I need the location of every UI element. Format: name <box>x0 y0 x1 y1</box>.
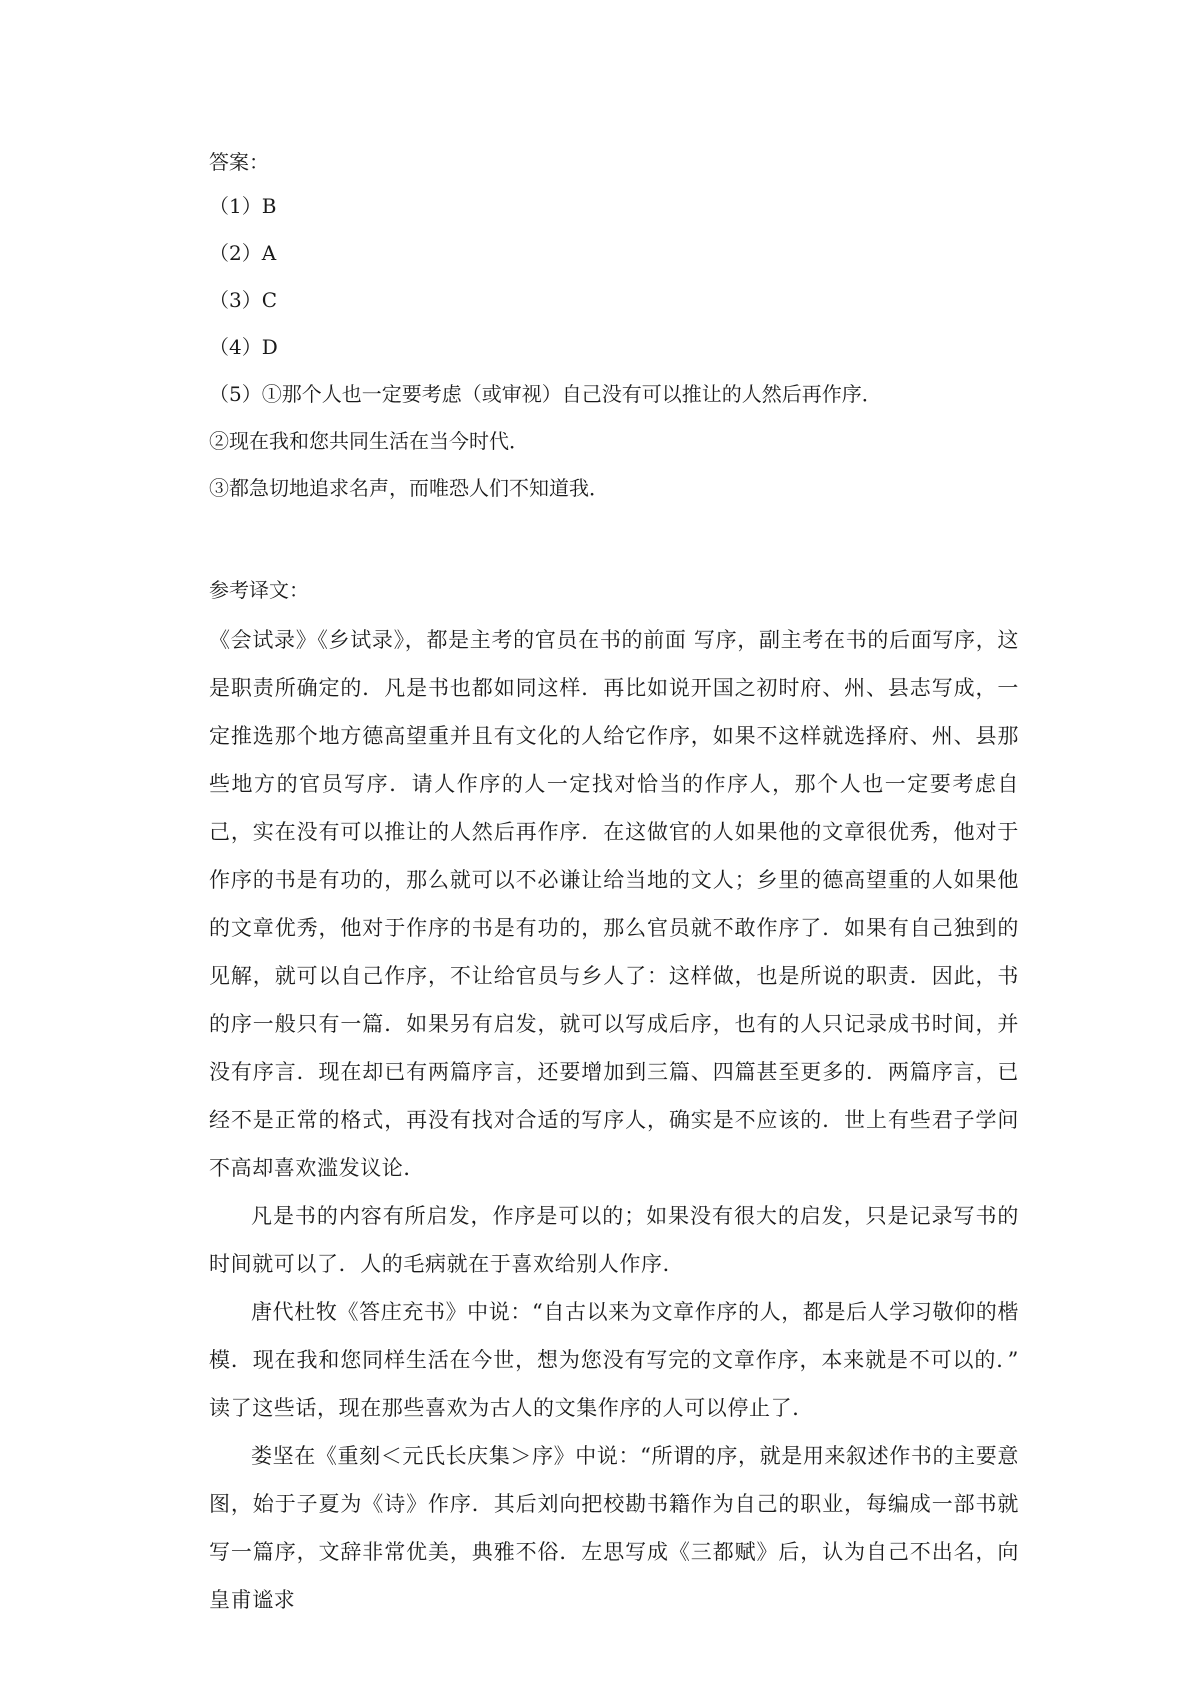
answer-item: ③都急切地追求名声，而唯恐人们不知道我． <box>209 476 609 500</box>
translation-paragraph: 娄坚在《重刻＜元氏长庆集＞序》中说：“所谓的序，就是用来叙述作书的主要意图，始于子夏为《诗》作序．其后刘向把校勘书籍作为自己的职业，每编成一部书就写一篇序，文辞非常优美，典雅不俗．左思写成《三都赋》后，认为自己不出名，向皇甫谧求 <box>209 1444 1019 1612</box>
translation-paragraph: 《会试录》《乡试录》，都是主考的官员在书的前面 写序，副主考在书的后面写序，这是职责所确定的．凡是书也都如同这样．再比如说开国之初时府、州、县志写成，一定推选那个地方德高望重并且有文化的人给它作序，如果不这样就选择府、州、县那些地方的官员写序．请人作序的人一定找对恰当的作序人，那个人也一定要考虑自己，实在没有可以推让的人然后再作序．在这做官的人如果他的文章很优秀，他对于作序的书是有功的，那么就可以不必谦让给当地的文人；乡里的德高望重的人如果他的文章优秀，他对于作序的书是有功的，那么官员就不敢作序了．如果有自己独到的见解，就可以自己作序，不让给官员与乡人了：这样做，也是所说的职责．因此，书的序一般只有一篇．如果另有启发，就可以写成后序，也有的人只记录成书时间，并没有序言．现在却已有两篇序言，还要增加到三篇、四篇甚至更多的．两篇序言，已经不是正常的格式，再没有找对合适的写序人，确实是不应该的．世上有些君子学问不高却喜欢滥发议论． <box>209 628 1019 1180</box>
answer-item: （1）B <box>209 194 277 218</box>
answers-heading: 答案： <box>209 150 269 174</box>
answer-item: （2）A <box>209 241 277 265</box>
translation-paragraph: 唐代杜牧《答庄充书》中说：“自古以来为文章作序的人，都是后人学习敬仰的楷模．现在我和您同样生活在今世，想为您没有写完的文章作序，本来就是不可以的．” 读了这些话，现在那些喜欢为古人的文集作序的人可以停止了． <box>209 1300 1019 1420</box>
answer-item: （3）C <box>209 288 278 312</box>
document-page <box>209 150 1019 1624</box>
translation-heading: 参考译文： <box>209 578 309 602</box>
answer-list <box>209 194 1019 500</box>
translation-paragraph: 凡是书的内容有所启发，作序是可以的；如果没有很大的启发，只是记录写书的时间就可以了．人的毛病就在于喜欢给别人作序． <box>209 1204 1019 1276</box>
answer-item: ②现在我和您共同生活在当今时代． <box>209 429 529 453</box>
answer-item: （4）D <box>209 335 278 359</box>
answer-item: （5）①那个人也一定要考虑（或审视）自己没有可以推让的人然后再作序． <box>209 382 882 406</box>
